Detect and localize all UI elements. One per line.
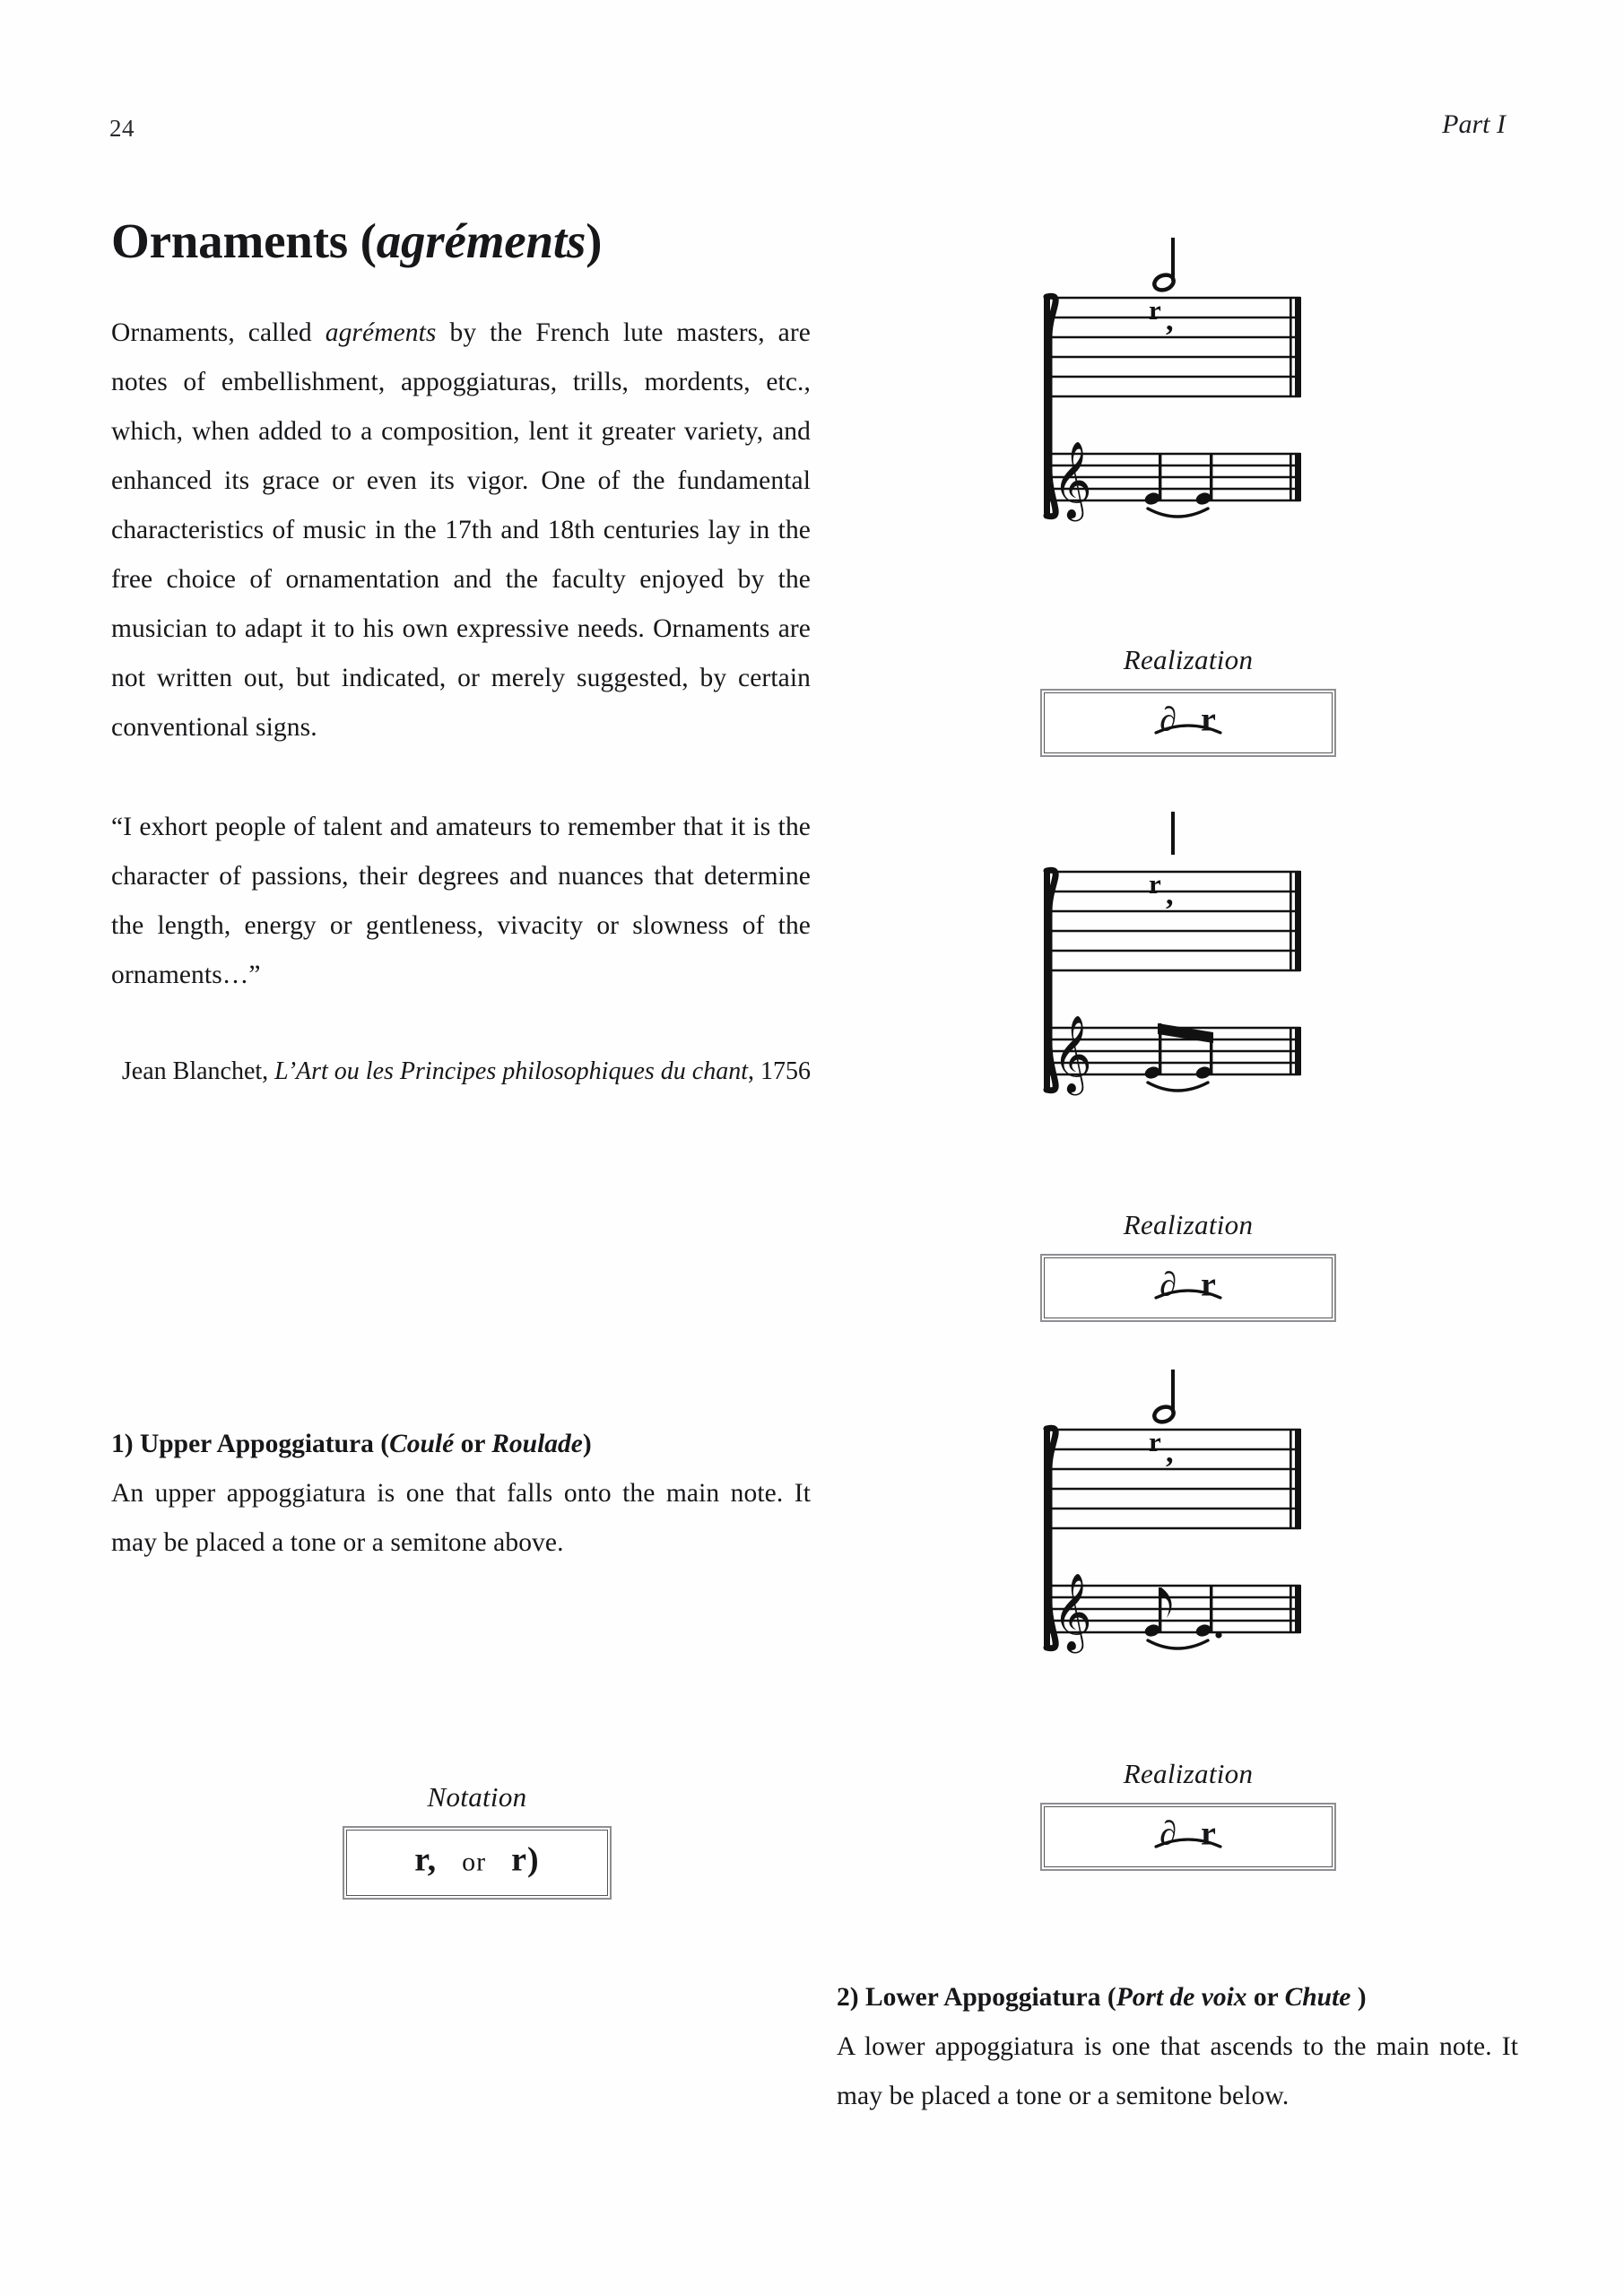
realization-glyph-second-2: r bbox=[1200, 1265, 1217, 1304]
treble-clef-icon-2: 𝄞 bbox=[1053, 1015, 1092, 1092]
notation-staff-1 bbox=[1050, 441, 1301, 522]
page-title-italic: agréments bbox=[376, 213, 586, 268]
realization-caption-2: Realization bbox=[1123, 1209, 1254, 1240]
realization-glyph-first-3: ∂ bbox=[1159, 1814, 1177, 1853]
realization-figure-1 bbox=[1040, 644, 1336, 757]
section-1-number: 1) bbox=[111, 1430, 134, 1458]
notation-glyph-left: r, bbox=[414, 1840, 438, 1879]
running-title: Part I bbox=[1442, 109, 1506, 139]
attribution-author: Jean Blanchet, bbox=[121, 1057, 275, 1085]
tab-letter-1: r bbox=[1149, 294, 1161, 326]
tab-comma-1: , bbox=[1166, 304, 1174, 337]
realization-tab-box-3 bbox=[1040, 1803, 1336, 1871]
realization-glyph-first-2: ∂ bbox=[1159, 1265, 1177, 1304]
realization-figure-3 bbox=[1040, 1758, 1336, 1871]
section-2-conj: or bbox=[1246, 1983, 1285, 2012]
notation-separator: or bbox=[462, 1847, 487, 1877]
intro-italic-term: agréments bbox=[325, 317, 437, 347]
system-3-score bbox=[1031, 1372, 1372, 1758]
notation-staff-3 bbox=[1050, 1573, 1301, 1654]
realization-slur-icon-1 bbox=[1153, 720, 1223, 736]
system-1-score bbox=[1031, 240, 1372, 626]
section-2-number: 2) bbox=[837, 1983, 859, 2012]
section-2-term-1: Port de voix bbox=[1116, 1983, 1247, 2012]
treble-clef-icon-3: 𝄞 bbox=[1053, 1573, 1092, 1650]
tab-letter-3: r bbox=[1149, 1426, 1161, 1457]
augmentation-dot-3 bbox=[1215, 1631, 1221, 1638]
tablature-staff-3 bbox=[1050, 1426, 1301, 1529]
notation-figure bbox=[343, 1781, 612, 1900]
page-number: 24 bbox=[109, 115, 135, 142]
music-system-3 bbox=[1031, 1372, 1372, 1758]
section-2-paren-close: ) bbox=[1357, 1983, 1367, 2012]
rhythm-sign-half-note-3 bbox=[1152, 1370, 1176, 1424]
intro-paragraph bbox=[111, 309, 811, 752]
intro-post: by the French lute masters, are notes of embellishment, appoggiaturas, trills, mordents, etc., which, when added to a composition, lent it greater variety, and enhanced its grace or even its vigor. One of the fundamental characteristics of music in the 17th and 18th centuries lay in the free choice of ornamentation and the faculty enjoyed by the musician to adapt it to his own expressive needs. Ornaments are not written out, but indicated, or merely suggested, by certain conventional signs. bbox=[111, 317, 811, 742]
page-title-close: ) bbox=[586, 213, 603, 268]
tab-comma-3: , bbox=[1166, 1436, 1174, 1469]
attribution-year: , 1756 bbox=[748, 1057, 811, 1085]
section-1-conj: or bbox=[454, 1430, 492, 1458]
music-system-1 bbox=[1031, 240, 1372, 626]
section-1-paren-close: ) bbox=[582, 1430, 592, 1458]
intro-pre: Ornaments, called bbox=[111, 317, 326, 347]
tablature-staff-1 bbox=[1050, 294, 1301, 397]
tab-letter-2: r bbox=[1149, 868, 1161, 900]
slur-2 bbox=[1148, 1083, 1208, 1091]
blockquote-paragraph: “I exhort people of talent and amateurs to remember that it is the character of passions, their degrees and nuances that determine the length, energy or gentleness, vivacity or slowness of the ornaments…” bbox=[111, 812, 811, 989]
treble-clef-icon-1: 𝄞 bbox=[1053, 441, 1092, 518]
left-column bbox=[111, 215, 811, 1096]
section-1-heading bbox=[111, 1420, 811, 1469]
notation-glyph-right: r) bbox=[511, 1840, 540, 1879]
section-1 bbox=[111, 1420, 811, 1568]
eighth-flag-3 bbox=[1161, 1587, 1172, 1618]
realization-caption-3: Realization bbox=[1123, 1758, 1254, 1789]
realization-glyph-second-3: r bbox=[1200, 1814, 1217, 1853]
realization-tab-box-inner-2 bbox=[1044, 1257, 1333, 1318]
section-2-title: Lower Appoggiatura bbox=[858, 1983, 1107, 2012]
notation-figure-caption: Notation bbox=[427, 1781, 527, 1813]
section-2-body: A lower appoggiatura is one that ascends to the main note. It may be placed a tone or a semitone below. bbox=[837, 2032, 1518, 2110]
notation-tab-box bbox=[343, 1826, 612, 1900]
rhythm-sign-quarter-stem-2 bbox=[1171, 812, 1175, 855]
realization-glyph-first-1: ∂ bbox=[1159, 700, 1177, 739]
system-2-score bbox=[1031, 814, 1372, 1200]
realization-tab-box-2 bbox=[1040, 1254, 1336, 1322]
slur-1 bbox=[1148, 509, 1208, 517]
section-2 bbox=[837, 1973, 1518, 2121]
section-2-heading bbox=[837, 1973, 1518, 2022]
tab-comma-2: , bbox=[1166, 878, 1174, 911]
rhythm-sign-half-note-1 bbox=[1152, 238, 1176, 292]
page-title-main: Ornaments ( bbox=[111, 213, 377, 268]
realization-tab-box-inner-1 bbox=[1044, 692, 1333, 753]
section-1-term-2: Roulade bbox=[491, 1430, 583, 1458]
realization-tab-box-1 bbox=[1040, 689, 1336, 757]
section-2-paren-open: ( bbox=[1107, 1983, 1116, 2012]
realization-slur-icon-3 bbox=[1153, 1834, 1223, 1850]
page-title bbox=[111, 215, 811, 267]
music-system-2 bbox=[1031, 814, 1372, 1200]
section-1-title: Upper Appoggiatura bbox=[133, 1430, 381, 1458]
section-2-term-2: Chute bbox=[1284, 1983, 1358, 2012]
quote-attribution bbox=[111, 1047, 811, 1096]
notation-tab-glyph-row bbox=[347, 1839, 607, 1879]
attribution-work: L’Art ou les Principes philosophiques du chant bbox=[274, 1057, 748, 1085]
slur-3 bbox=[1148, 1640, 1208, 1648]
realization-tab-box-inner-3 bbox=[1044, 1806, 1333, 1867]
realization-caption-1: Realization bbox=[1123, 644, 1254, 675]
notation-staff-2 bbox=[1050, 1015, 1301, 1096]
section-1-term-1: Coulé bbox=[389, 1430, 455, 1458]
realization-glyph-second-1: r bbox=[1200, 700, 1217, 739]
section-1-body: An upper appoggiatura is one that falls onto the main note. It may be placed a tone or a semitone above. bbox=[111, 1479, 811, 1557]
realization-slur-icon-2 bbox=[1153, 1285, 1223, 1301]
section-1-paren-open: ( bbox=[380, 1430, 390, 1458]
notation-tab-box-inner bbox=[346, 1830, 608, 1896]
tablature-staff-2 bbox=[1050, 868, 1301, 971]
realization-figure-2 bbox=[1040, 1209, 1336, 1322]
